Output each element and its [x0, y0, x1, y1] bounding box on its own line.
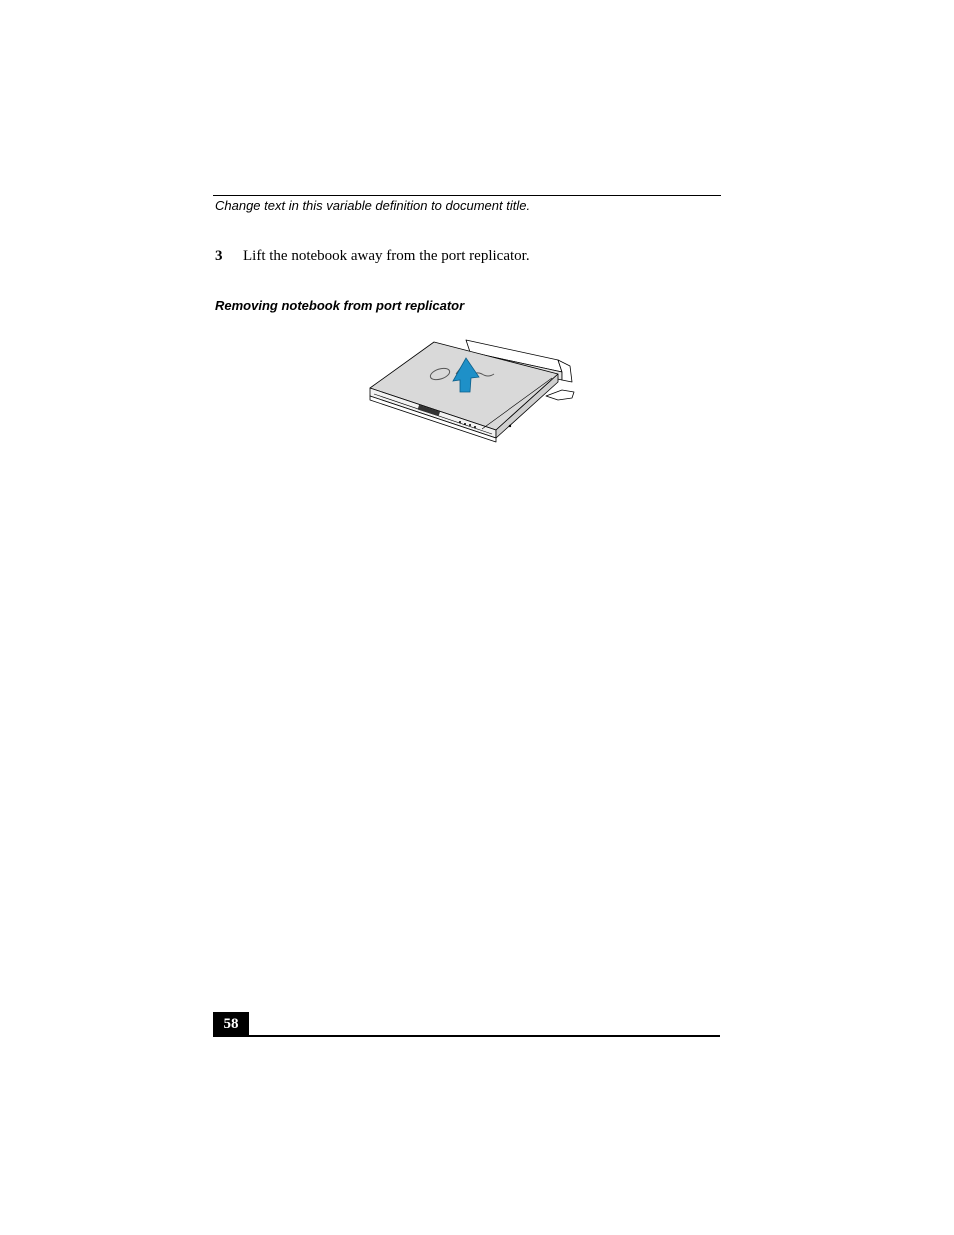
footer-rule — [213, 1035, 720, 1037]
step-number: 3 — [215, 248, 223, 264]
running-header: Change text in this variable definition to document title. — [215, 198, 531, 213]
figure-caption: Removing notebook from port replicator — [215, 298, 465, 313]
page-number: 58 — [213, 1012, 249, 1036]
step-text: Lift the notebook away from the port replicator. — [243, 248, 530, 264]
notebook-on-port-replicator-illustration — [362, 334, 582, 446]
header-rule — [213, 195, 721, 196]
step-item — [215, 247, 530, 265]
